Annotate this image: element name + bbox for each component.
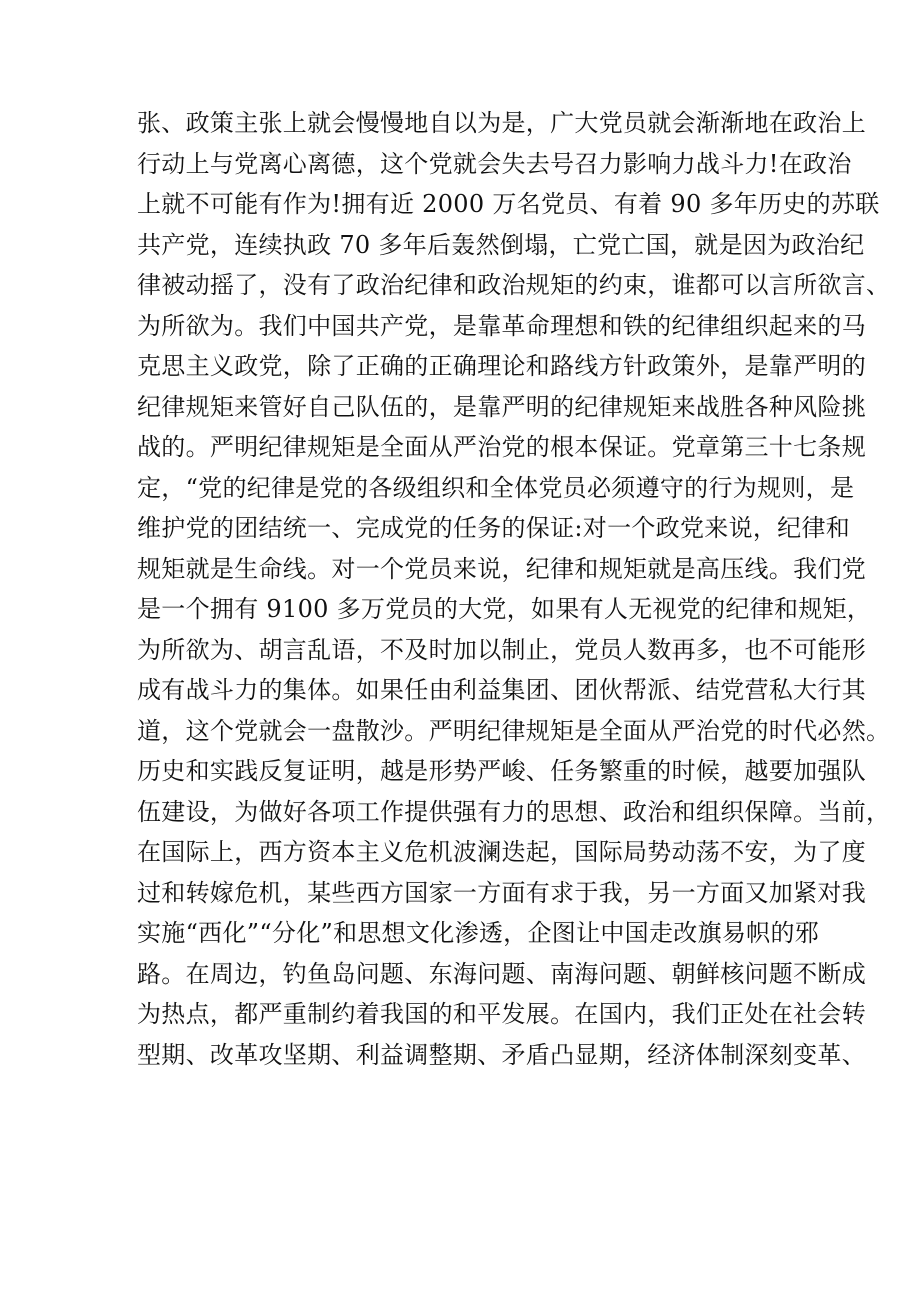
text-line: 纪律规矩来管好自己队伍的，是靠严明的纪律规矩来战胜各种风险挑 (137, 392, 866, 421)
text-line: 为热点，都严重制约着我国的和平发展。在国内，我们正处在社会转 (137, 1000, 866, 1028)
text-line: 张、政策主张上就会慢慢地自以为是，广大党员就会渐渐地在政治上 (137, 109, 866, 137)
text-line: 克思主义政党，除了正确的正确理论和路线方针政策外，是靠严明的 (137, 352, 866, 380)
text-line: 在国际上，西方资本主义危机波澜迭起，国际局势动荡不安，为了度 (137, 838, 866, 866)
body-text (137, 103, 891, 1075)
text-line: 成有战斗力的集体。如果任由利益集团、团伙帮派、结党营私大行其 (137, 676, 866, 704)
text-line: 路。在周边，钓鱼岛问题、东海问题、南海问题、朝鲜核问题不断成 (137, 959, 866, 988)
text-line: 定，“党的纪律是党的各级组织和全体党员必须遵守的行为规则，是 (137, 473, 855, 502)
text-line: 上就不可能有作为!拥有近 2000 万名党员、有着 90 多年历史的苏联 (137, 190, 880, 218)
text-line: 为所欲为。我们中国共产党，是靠革命理想和铁的纪律组织起来的马 (137, 311, 866, 340)
text-line: 行动上与党离心离德，这个党就会失去号召力影响力战斗力!在政治 (137, 149, 852, 178)
text-line: 是一个拥有 9100 多万党员的大党，如果有人无视党的纪律和规矩， (137, 595, 872, 623)
text-line: 实施“西化”“分化”和思想文化渗透，企图让中国走改旗易帜的邪 (137, 919, 820, 947)
text-line: 共产党，连续执政 70 多年后轰然倒塌，亡党亡国，就是因为政治纪 (137, 230, 865, 259)
text-line: 过和转嫁危机，某些西方国家一方面有求于我，另一方面又加紧对我 (137, 878, 866, 907)
text-line: 型期、改革攻坚期、利益调整期、矛盾凸显期，经济体制深刻变革、 (137, 1040, 866, 1069)
text-line: 战的。严明纪律规矩是全面从严治党的根本保证。党章第三十七条规 (137, 433, 866, 461)
text-line: 为所欲为、胡言乱语，不及时加以制止，党员人数再多，也不可能形 (137, 635, 866, 664)
text-line: 历史和实践反复证明，越是形势严峻、任务繁重的时候，越要加强队 (137, 757, 866, 785)
text-line: 律被动摇了，没有了政治纪律和政治规矩的约束，谁都可以言所欲言、 (137, 271, 891, 299)
text-line: 伍建设，为做好各项工作提供强有力的思想、政治和组织保障。当前， (137, 797, 891, 826)
text-line: 道，这个党就会一盘散沙。严明纪律规矩是全面从严治党的时代必然。 (137, 716, 891, 745)
text-line: 维护党的团结统一、完成党的任务的保证:对一个政党来说，纪律和 (137, 514, 851, 542)
text-line: 规矩就是生命线。对一个党员来说，纪律和规矩就是高压线。我们党 (137, 554, 866, 583)
